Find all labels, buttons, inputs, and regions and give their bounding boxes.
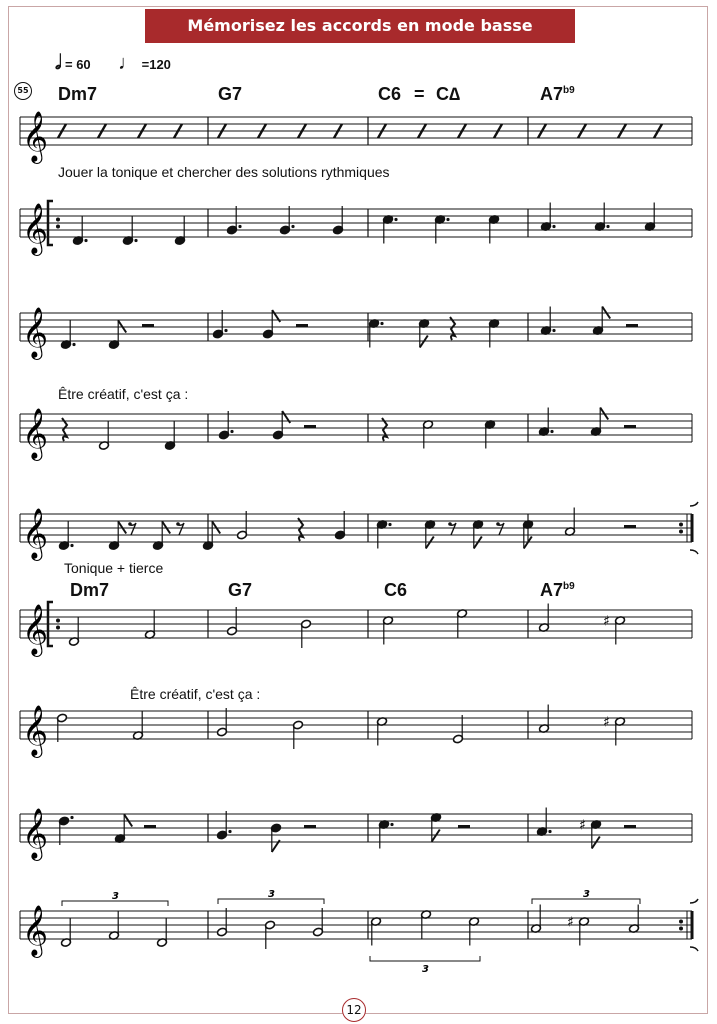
note-dot (291, 225, 294, 228)
page-title: Mémorisez les accords en mode basse dynamique (145, 9, 575, 43)
note-dot (606, 225, 609, 228)
half-rest (624, 825, 636, 829)
tuplet-number: 3 (583, 889, 590, 900)
page-number: 12 (342, 998, 366, 1022)
note-dot (380, 322, 383, 325)
half-rest (624, 525, 636, 529)
half-rest (624, 425, 636, 429)
caption-jouer: Jouer la tonique et chercher des solutions rythmiques (58, 164, 390, 180)
sharp-icon: ♯ (579, 817, 586, 834)
repeat-dot (56, 619, 60, 623)
treble-clef-icon: 𝄞 (22, 508, 49, 559)
tuplet-number: 3 (112, 891, 119, 902)
note-dot (394, 218, 397, 221)
tempo-quarter-note: ♩ =120 (118, 52, 171, 74)
tuplet-number: 3 (422, 964, 429, 975)
sharp-icon: ♯ (567, 914, 574, 931)
note-dot (446, 218, 449, 221)
note-dot (70, 544, 73, 547)
note-dot (230, 430, 233, 433)
eighth-rest (130, 523, 136, 535)
eighth-rest (178, 523, 184, 535)
note-dot (72, 343, 75, 346)
note-dot (238, 225, 241, 228)
chord-a7b9-2: $A7^{b9}$ (540, 580, 575, 600)
note-dot (552, 225, 555, 228)
note-dot (224, 329, 227, 332)
note-dot (228, 830, 231, 833)
treble-clef-icon: 𝄞 (22, 604, 49, 655)
chord-c6-2: C6 (384, 580, 408, 600)
note-dot (550, 430, 553, 433)
exercise-number: 55 (14, 82, 32, 100)
repeat-dot (56, 218, 60, 222)
note-dot (84, 239, 87, 242)
tempo-half-note: 𝅗𝅥 = 60 (55, 52, 91, 74)
treble-clef-icon: 𝄞 (22, 808, 49, 859)
half-rest (304, 825, 316, 829)
repeat-dot (56, 225, 60, 229)
half-rest (142, 324, 154, 328)
treble-clef-icon: 𝄞 (22, 203, 49, 254)
note-dot (552, 329, 555, 332)
note-dot (134, 239, 137, 242)
half-note-icon: 𝅗𝅥 (55, 52, 62, 74)
repeat-dot (679, 920, 683, 924)
treble-clef-icon: 𝄞 (22, 408, 49, 459)
chord-a7b9: $A7^{b9}$ (540, 84, 575, 104)
note-dot (390, 823, 393, 826)
chord-cmaj7: C∆ (436, 84, 461, 104)
chord-equals: = (414, 84, 425, 104)
chord-dm7: Dm7 (58, 84, 98, 104)
half-rest (144, 825, 156, 829)
caption-creatif-2: Être créatif, c'est ça : (130, 686, 261, 702)
note-dot (388, 523, 391, 526)
note-dot (70, 816, 73, 819)
repeat-dot (679, 530, 683, 534)
caption-creatif-1: Être créatif, c'est ça : (58, 386, 189, 402)
half-rest (626, 324, 638, 328)
half-rest (458, 825, 470, 829)
repeat-dot (679, 523, 683, 527)
half-rest (296, 324, 308, 328)
caption-tonique-tierce: Tonique + tierce (64, 560, 164, 576)
tuplet-bracket (370, 956, 480, 961)
treble-clef-icon: 𝄞 (22, 705, 49, 756)
chord-dm7-2: Dm7 (70, 580, 110, 600)
treble-clef-icon: 𝄞 (22, 905, 49, 956)
chord-c6: C6 (378, 84, 402, 104)
half-rest (304, 425, 316, 429)
sharp-icon: ♯ (603, 714, 610, 731)
chord-g7-2: G7 (228, 580, 253, 600)
quarter-note-icon: ♩ (118, 52, 138, 74)
repeat-dot (56, 626, 60, 630)
tuplet-number: 3 (268, 889, 275, 900)
sharp-icon: ♯ (603, 613, 610, 630)
note-dot (548, 830, 551, 833)
treble-clef-icon: 𝄞 (22, 307, 49, 358)
chord-g7: G7 (218, 84, 243, 104)
treble-clef-icon: 𝄞 (22, 111, 49, 162)
repeat-dot (679, 927, 683, 931)
eighth-rest (498, 523, 504, 535)
eighth-rest (450, 523, 456, 535)
